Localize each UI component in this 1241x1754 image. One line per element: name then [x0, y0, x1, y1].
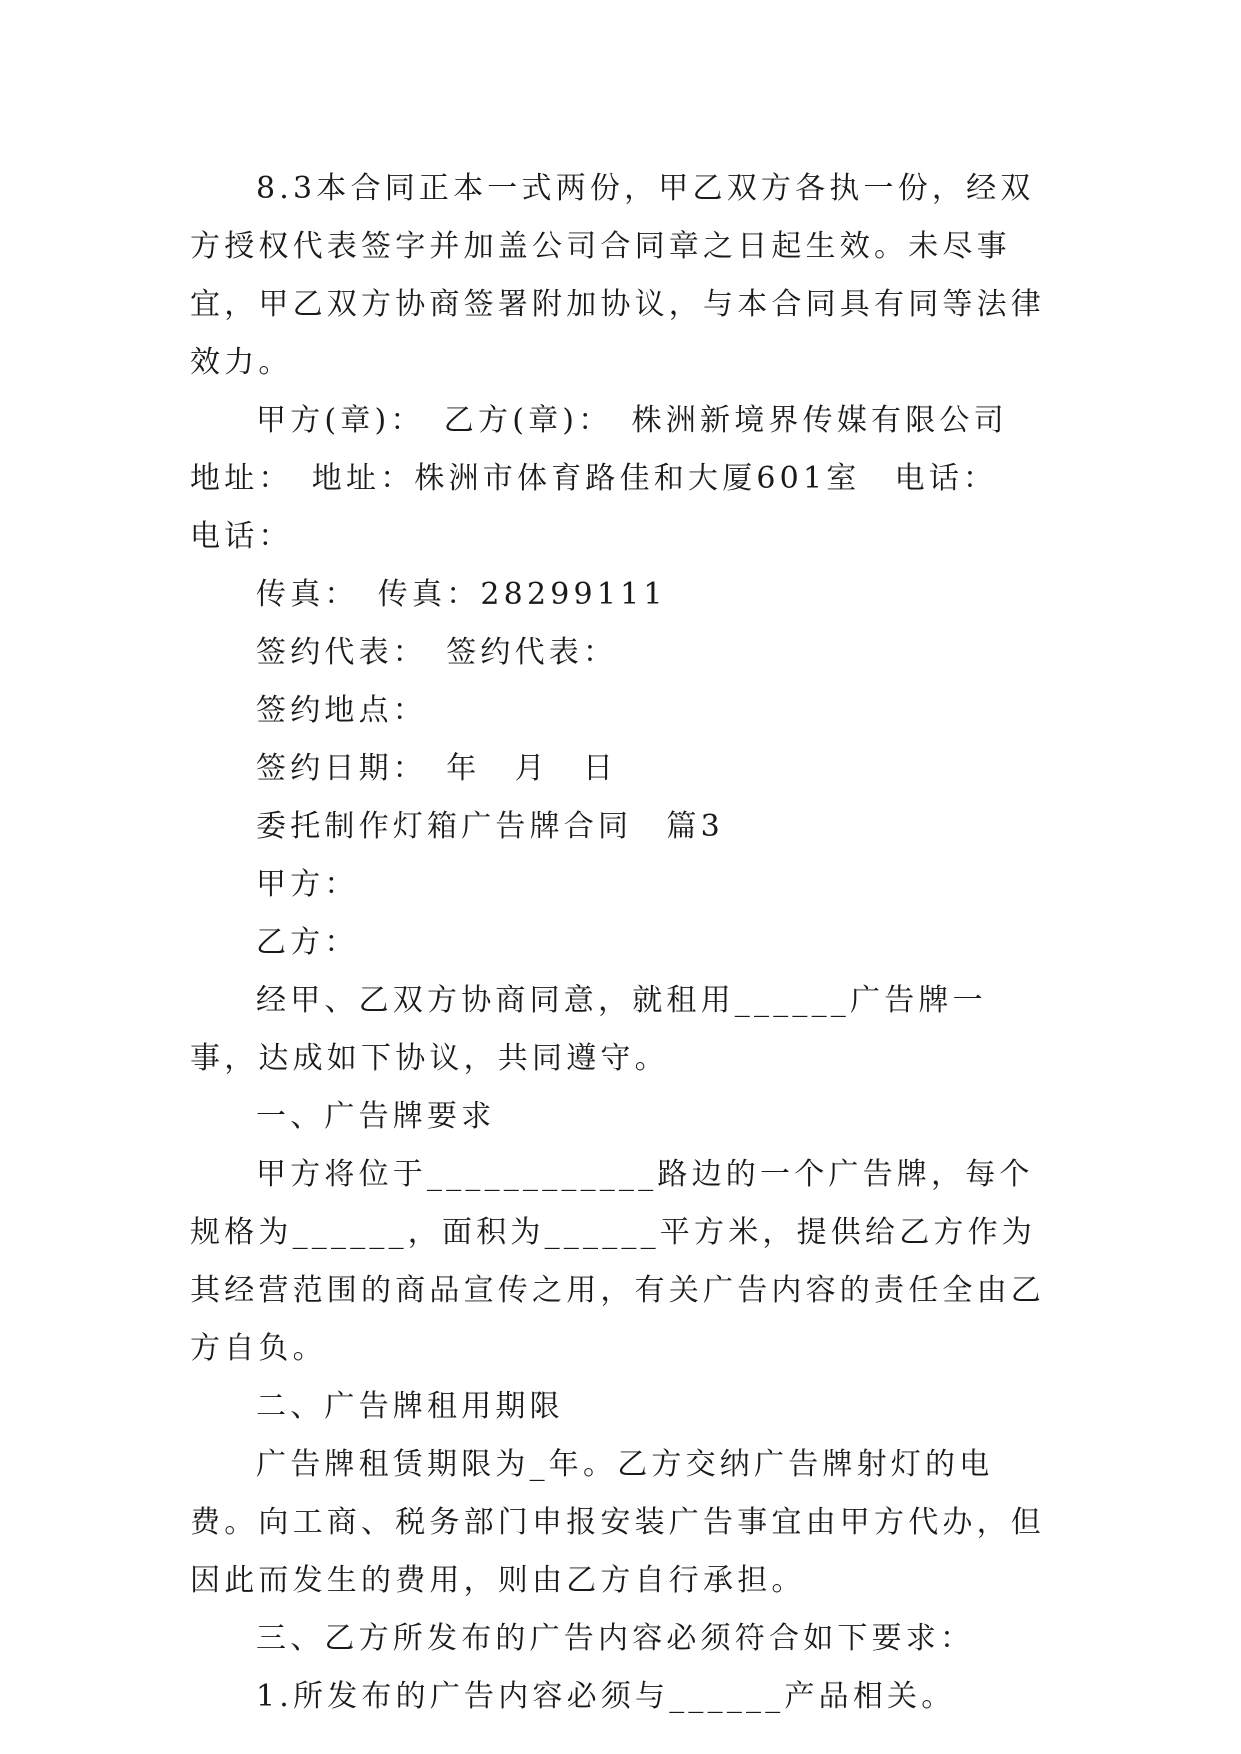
heading-lease-term: 二、广告牌租用期限 — [256, 1389, 564, 1424]
section-title: 委托制作灯箱广告牌合同 篇3 — [256, 809, 724, 844]
paragraph-signing-place: 签约地点： — [256, 693, 427, 728]
paragraph-ad-content-item-1: 1.所发布的广告内容必须与______产品相关。 — [256, 1679, 956, 1714]
heading-ad-content-requirements: 三、乙方所发布的广告内容必须符合如下要求： — [256, 1621, 975, 1656]
paragraph-party-a: 甲方： — [256, 867, 359, 902]
paragraph-signature-parties: 甲方(章)： 乙方(章)： 株洲新境界传媒有限公司 地址： 地址：株洲市体育路佳和大厦601室 电话： 电话： — [190, 403, 1043, 554]
document-body — [190, 160, 1050, 1726]
paragraph-billboard-location: 甲方将位于____________路边的一个广告牌，每个规格为______，面积为______平方米，提供给乙方作为其经营范围的商品宣传之用，有关广告内容的责任全由乙方自负。 — [190, 1157, 1045, 1366]
paragraph-fax: 传真： 传真：28299111 — [256, 577, 667, 612]
paragraph-party-b: 乙方： — [256, 925, 359, 960]
paragraph-signing-representative: 签约代表： 签约代表： — [256, 635, 618, 670]
paragraph-agreement-intro: 经甲、乙双方协商同意，就租用______广告牌一事，达成如下协议，共同遵守。 — [190, 983, 987, 1076]
paragraph-lease-term: 广告牌租赁期限为_年。乙方交纳广告牌射灯的电费。向工商、税务部门申报安装广告事宜由甲方代办，但因此而发生的费用，则由乙方自行承担。 — [190, 1447, 1045, 1598]
paragraph-signing-date: 签约日期： 年 月 日 — [256, 751, 618, 786]
paragraph-effective-clause: 8.3本合同正本一式两份，甲乙双方各执一份，经双方授权代表签字并加盖公司合同章之日起生效。未尽事宜，甲乙双方协商签署附加协议，与本合同具有同等法律效力。 — [190, 171, 1045, 380]
heading-billboard-requirements: 一、广告牌要求 — [256, 1099, 496, 1134]
